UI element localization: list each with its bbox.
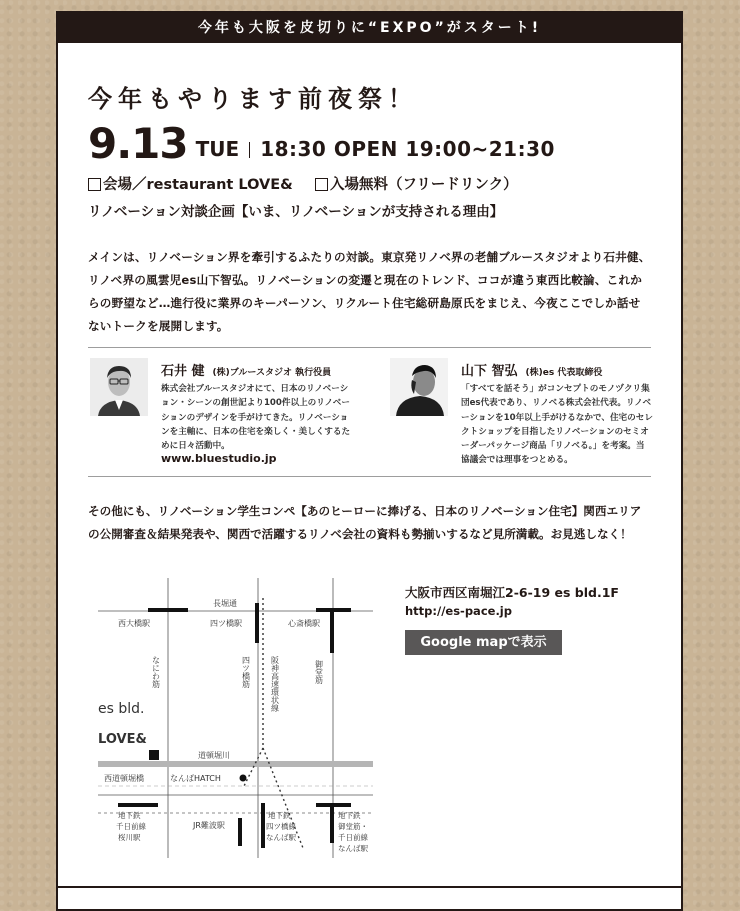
speaker-photo — [390, 358, 448, 416]
map-label: 千日前線 — [116, 822, 146, 831]
map-label: 四ツ橋筋 — [241, 656, 251, 688]
map-label: 道頓堀川 — [198, 751, 230, 760]
admission: 入場無料（フリードリンク） — [329, 177, 518, 193]
map-label: es bld. — [98, 701, 145, 717]
speaker-bio: 「すべてを話そう」がコンセプトのモノヅクリ集団es代表であり、リノベる株式会社代表。リノベーションを10年以上手がけるなかで、住宅のセレクトショップを目指したリノベーションのセミオーダーパッケージ商品「リノベる。」を考案。当協議会では理事をつとめる。 — [461, 384, 653, 466]
divider — [88, 347, 651, 348]
speaker-url[interactable]: www.bluestudio.jp — [161, 452, 277, 465]
map-label: 御堂筋・ — [338, 822, 368, 831]
divider — [88, 476, 651, 477]
outro-paragraph: その他にも、リノベーション学生コンペ【あのヒーローに捧げる、日本のリノベーション住宅】関西エリアの公開審査＆結果発表や、関西で活躍するリノベ会社の資料も勢揃いするなど見所満載。お見逃しなく！ — [88, 504, 642, 541]
event-dateline — [88, 117, 651, 167]
map-label: なんばHATCH — [170, 774, 221, 783]
speaker-name: 石井 健 (株)ブルースタジオ 執行役員 — [161, 364, 332, 379]
footer-rule — [58, 886, 681, 888]
intro-paragraph: メインは、リノベーション界を牽引するふたりの対談。東京発リノベ界の老舗ブルースタジオより石井健、リノベ界の風雲児es山下智弘。リノベーションの変遷と現在のトレンド、ココが違う東西比較論、これからの野望など…進行役に業界のキーパーソン、リクルート住宅総研島原氏をまじえ、今夜ここでしか話せないトークを展開します。 — [88, 250, 651, 333]
map-label: 心斎橋駅 — [288, 619, 320, 628]
program-title: リノベーション対談企画【いま、リノベーションが支持される理由】 — [88, 204, 504, 220]
map-label: JR難波駅 — [193, 821, 225, 830]
map-label: 四ツ橋駅 — [210, 619, 242, 628]
map-label: LOVE& — [98, 732, 147, 747]
map-label: 阪神高速環状線 — [270, 656, 280, 712]
event-day: TUE — [195, 137, 240, 161]
banner: 今年も大阪を皮切りに“EXPO”がスタート! — [58, 13, 681, 43]
map-label: 四ツ橋線 — [266, 822, 296, 831]
event-time: 18:30 OPEN 19:00~21:30 — [260, 137, 555, 161]
date-separator — [249, 142, 250, 158]
map-label: 西道頓堀橋 — [104, 774, 144, 783]
checkbox-square-icon — [315, 178, 328, 191]
map-label: 桜川駅 — [118, 833, 141, 842]
map-label: 地下鉄 — [268, 811, 291, 820]
map-label: 地下鉄 — [118, 811, 141, 820]
venue-url[interactable]: http://es-pace.jp — [405, 604, 512, 618]
speaker-photo — [90, 358, 148, 416]
venue-address: 大阪市西区南堀江2-6-19 es bld.1F — [405, 585, 619, 600]
map-label: 地下鉄 — [338, 811, 361, 820]
map-label: なんば駅 — [338, 844, 368, 853]
headline: 今年もやります前夜祭！ — [88, 85, 418, 113]
venue-line — [88, 173, 651, 194]
event-card — [56, 11, 683, 911]
venue: 会場／restaurant LOVE& — [103, 177, 293, 193]
access-map — [98, 578, 398, 858]
checkbox-square-icon — [88, 178, 101, 191]
google-map-button[interactable]: Google mapで表示 — [405, 630, 562, 655]
map-label: なんば駅 — [266, 833, 296, 842]
speaker-name: 山下 智弘 (株)es 代表取締役 — [461, 364, 603, 379]
map-label: なにわ筋 — [151, 656, 161, 688]
map-label: 西大橋駅 — [118, 619, 150, 628]
event-date: 9.13 — [88, 119, 188, 168]
map-label: 御堂筋 — [314, 660, 324, 684]
map-label: 長堀通 — [213, 599, 237, 608]
speaker-bio: 株式会社ブルースタジオにて、日本のリノベーション・シーンの創世記より100件以上のリノベーションのデザインを手がけてきた。リノベーションを主軸に、日本の住宅を楽しく・美しくするために日々活動中。 — [161, 384, 351, 452]
map-label: 千日前線 — [338, 833, 368, 842]
